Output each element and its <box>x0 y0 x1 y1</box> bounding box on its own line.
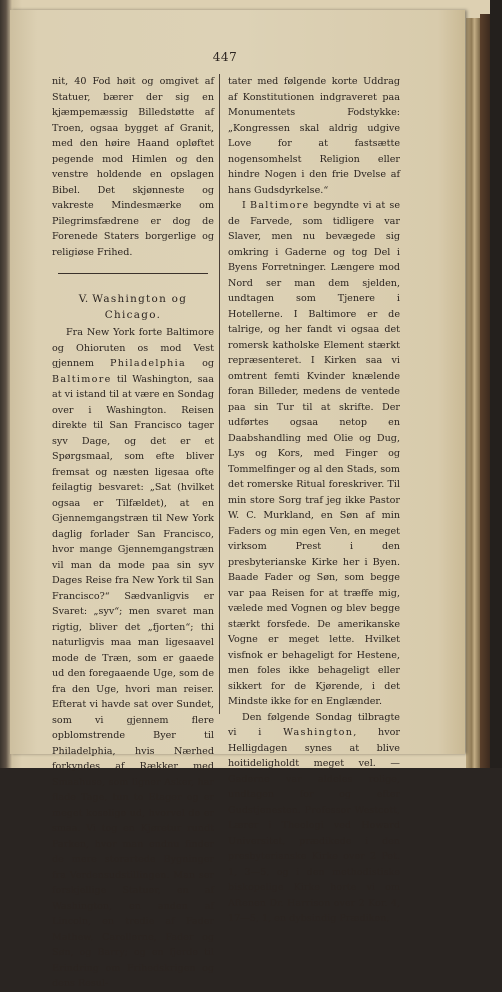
place-name-philadelphia: Philadelphia <box>109 358 187 369</box>
right-paragraph-2 <box>228 198 400 710</box>
background-edge <box>490 0 502 768</box>
page-number: 447 <box>212 50 238 64</box>
section-number: V. <box>78 293 89 305</box>
paragraph-text: til Washington, saa at vi istand til at være en Sondag over i Washington. Reisen direkte til San Francisco tager syv Dage, og det er et Spørgsmaal, som efte bliver fremsat og næsten ligesaa ofte feilagtig besvaret: „Sat (hvilket ogsaa er Tilfældet), at en Gjennemgangstræn til New York daglig forlader San Francisco, hvor mange Gjennemgangstræn vil man da mode paa sin syv Dages Reise fra New York til San Francisco?“ Sædvanligvis er Svaret: „syv“; men svaret man rigtig, bliver det „fjorten“; thi naturligvis maa man ligesaavel mode de Træn, som er gaaede ud den foregaaende Uge, som de fra den Uge, hvori man reiser. Efterat vi havde sat over Sundet, som vi gjennem flere opblomstrende Byer til Philadelphia, hvis Nærhed forkyndes af Rækker med Smaahuse, som ligner Asker, har flade Tage, tun to Etager og er meget koselige ud, hvorvel de er smaa. Vi tog en Kjøretur rundt Parken, hvor man endnu finder de mere storartede Bygninger fra Verdensudstillingen. Man ser forskjellige Statuer, en af Washington, en anden af Lincoln, en tredie af Fader Mathew, Carollerne, Fader og Søn, og Barry; og en fjerde til Erindring om Frihedskrigen og dens Resul- <box>52 373 214 989</box>
paragraph-text: I <box>242 200 250 211</box>
section-rule <box>58 273 208 274</box>
place-name-baltimore: Baltimore <box>52 373 112 385</box>
left-paragraph-2 <box>52 325 214 992</box>
paragraph-text: , hvor Helligdagen synes at blive hoitideligholdt meget vel. — Gaderne var aldeles rolige, undtagen for og efter Gudstjenesten. Professor Westcott, Lærer i Theologi ved Howard Universitet, prædikede i den presbyterianske Kirke over 2 Pet. 1, 3—5, og i den methodistiske biskopelige Kirke horte vi om Aftenen Dr. Harrison over 2 Kor. 4, 17—5, 1, en dybsindig Prædiken, <box>228 727 401 924</box>
book-cover-edge <box>480 14 490 768</box>
paragraph-text: Fra New York forte Baltimore og Ohioruten os mod Vest gjennem <box>52 327 214 369</box>
column-divider <box>219 74 220 714</box>
section-title: Washington og Chicago. <box>92 293 188 321</box>
section-heading <box>52 292 214 323</box>
place-name-washington: Washington <box>283 727 354 738</box>
right-column <box>228 74 400 927</box>
page-stack-edge <box>466 18 480 768</box>
paragraph-text: begyndte vi at se de Farvede, som tidligere var Slaver, men nu bevægede sig omkring i Gaderne og tog Del i Byens Forretninger. Længere mod Nord ser man dem sjelden, undtagen som Tjenere i Hotellerne. I Baltimore er de talrige, og her fandt vi ogsaa det romersk katholske Element stærkt repræsenteret. I Kirken saa vi omtrent femti Kvinder knælende foran Billeder, medens de ventede paa sin Tur til at skrifte. Der udførtes ogsaa netop en Daabshandling med Olie og Dug, Lys og Kors, med Finger og Tommelfinger og al den Stads, som det romerske Ritual foreskriver. Til min store Sorg traf jeg ikke Pastor W. C. Murkland, en Søn af min Faders og min egen Ven, en meget virksom Prest i den presbyterianske Kirke her i Byen. Baade Fader og Søn, som begge var paa Reisen for at træffe mig, vælede med Vognen og blev begge stærkt forsfede. De amerikanske Vogne er meget lette. Hvilket visfnok er behageligt for Hestene, men foles ikke behageligt eller sikkert for de Kjørende, i det Mindste ikke for en Englænder. <box>228 200 400 707</box>
right-paragraph-3 <box>228 710 400 927</box>
left-column <box>52 74 214 992</box>
left-paragraph-1: nit, 40 Fod høit og omgivet af Statuer, bærer der sig en kjæmpemæssig Billedstøtte af Troen, ogsaa bygget af Granit, med den høire Haand opløftet pegende mod Himlen og den venstre holdende en opslagen Bibel. Det skjønneste og vakreste Mindesmærke om Pilegrimsfædrene er dog de Forenede Staters borgerlige og religiøse Frihed. <box>52 76 214 258</box>
place-name-baltimore: Baltimore <box>249 200 310 211</box>
paragraph-text: Den følgende Sondag tilbragte vi i <box>228 711 400 738</box>
right-paragraph-1: tater med følgende korte Uddrag af Konstitutionen indgraveret paa Monumentets Fodstykke: „Kongressen skal aldrig udgive Love for at fastsætte nogensomhelst Religion eller hindre Nogen i den frie Dvelse af hans Gudsdyrkelse.“ <box>228 76 400 196</box>
paragraph-text: og <box>186 358 214 369</box>
